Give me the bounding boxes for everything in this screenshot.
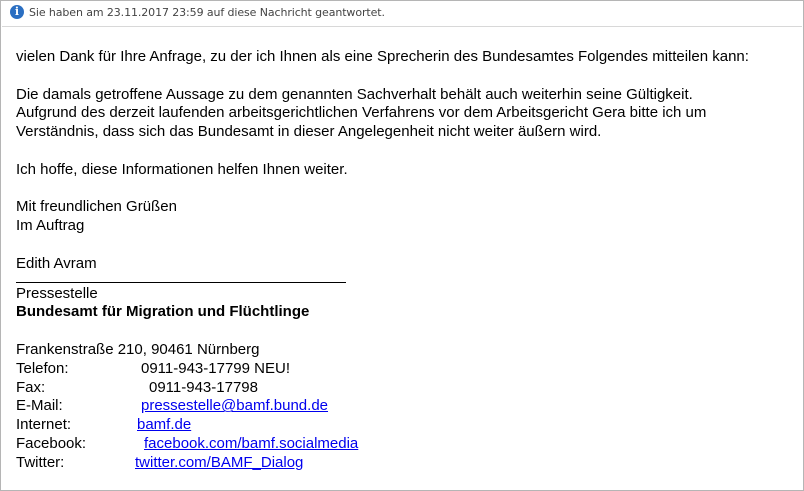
greeting-line: vielen Dank für Ihre Anfrage, zu der ich Ihnen als eine Sprecherin des Bundesamtes Folgendes mitteilen kann: bbox=[16, 48, 749, 65]
fax-value: 0911-943-17798 bbox=[149, 378, 258, 396]
signature-divider bbox=[16, 282, 346, 283]
paragraph-line: Die damals getroffene Aussage zu dem genannten Sachverhalt behält auch weiterhin seine Gültigkeit. bbox=[16, 85, 693, 103]
email-label: E-Mail: bbox=[16, 397, 63, 415]
fax-label: Fax: bbox=[16, 378, 46, 396]
facebook-link[interactable]: facebook.com/bamf.socialmedia bbox=[144, 434, 359, 452]
paragraph-line: Aufgrund des derzeit laufenden arbeitsgerichtlichen Verfahrens vor dem Arbeitsgericht Gera bitte ich um bbox=[16, 104, 707, 122]
email-link[interactable]: pressestelle@bamf.bund.de bbox=[141, 397, 329, 415]
signature-fax-row bbox=[16, 379, 799, 398]
internet-label: Internet: bbox=[16, 416, 72, 434]
info-icon: i bbox=[10, 5, 24, 19]
twitter-link[interactable]: twitter.com/BAMF_Dialog bbox=[135, 453, 304, 471]
twitter-label: Twitter: bbox=[16, 453, 65, 471]
sender-name: Edith Avram bbox=[16, 254, 97, 272]
reply-info-text: Sie haben am 23.11.2017 23:59 auf diese Nachricht geantwortet. bbox=[29, 6, 385, 19]
signature-department: Pressestelle bbox=[16, 284, 98, 302]
signature-organization: Bundesamt für Migration und Flüchtlinge bbox=[16, 303, 310, 321]
phone-value: 0911-943-17799 NEU! bbox=[141, 359, 290, 377]
signature-address: Frankenstraße 210, 90461 Nürnberg bbox=[16, 340, 260, 358]
signature-internet-row bbox=[16, 416, 799, 435]
paragraph-line: Verständnis, dass sich das Bundesamt in dieser Angelegenheit nicht weiter äußern wird. bbox=[16, 123, 602, 141]
closing-line: Mit freundlichen Grüßen bbox=[16, 198, 177, 216]
signature-twitter-row bbox=[16, 454, 799, 473]
signature-facebook-row bbox=[16, 435, 799, 454]
closing-line: Im Auftrag bbox=[16, 217, 85, 235]
signature-phone-row bbox=[16, 360, 799, 379]
message-body bbox=[16, 48, 799, 473]
facebook-label: Facebook: bbox=[16, 434, 87, 452]
internet-link[interactable]: bamf.de bbox=[137, 416, 192, 434]
phone-label: Telefon: bbox=[16, 359, 69, 377]
paragraph-line: Ich hoffe, diese Informationen helfen Ihnen weiter. bbox=[16, 160, 348, 178]
signature-email-row bbox=[16, 397, 799, 416]
reply-info-bar bbox=[2, 2, 802, 27]
